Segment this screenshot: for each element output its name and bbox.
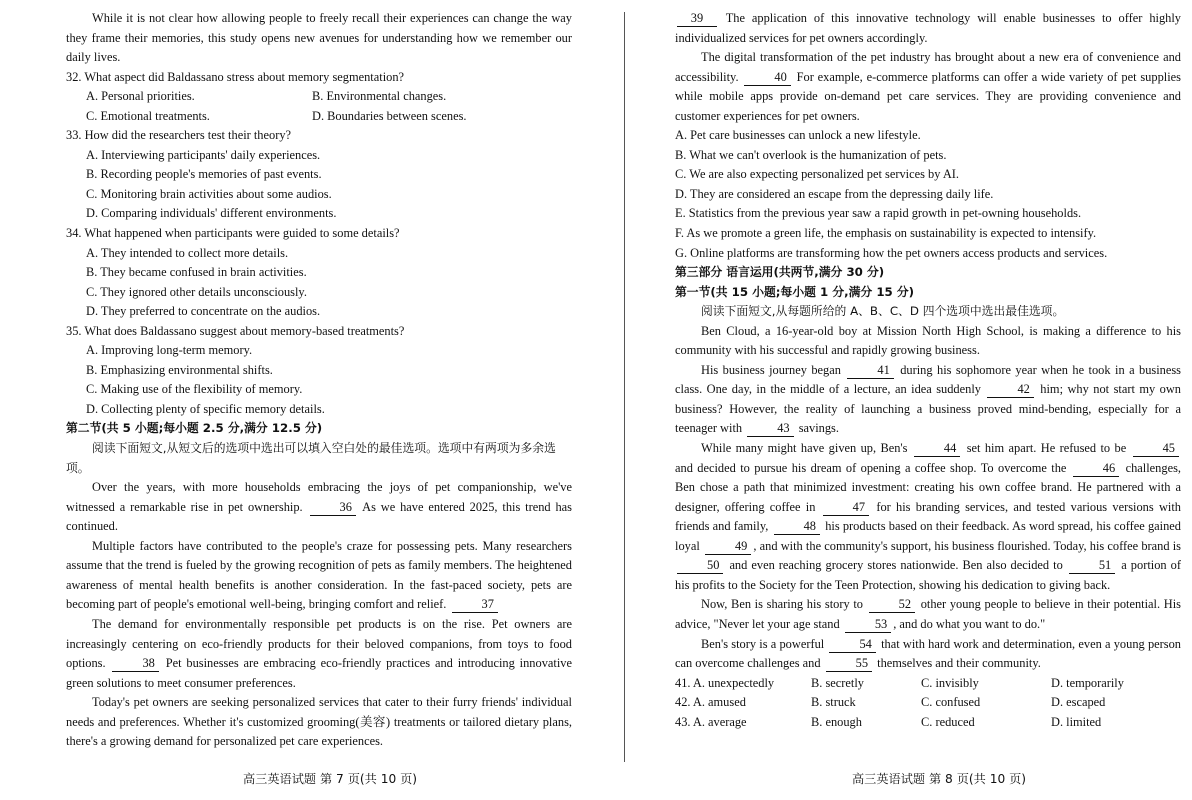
passage-text: set him apart. He refused to be <box>966 441 1127 456</box>
question-43-options <box>675 713 1181 733</box>
cloze-paragraph-1: Ben Cloud, a 16-year-old boy at Mission North High School, is making a difference to his community with his successful and rapidly growing business. <box>675 323 1181 358</box>
section-1-heading: 第一节(共 15 小题;每小题 1 分,满分 15 分) <box>675 284 915 299</box>
question-34-stem: 34. What happened when participants were guided to some details? <box>66 226 400 241</box>
blank-54: 54 <box>829 637 875 653</box>
seven-choose-five-option-a: A. Pet care businesses can unlock a new lifestyle. <box>675 128 921 143</box>
passage-text: His business journey began <box>701 362 841 377</box>
passage-text: Now, Ben is sharing his story to <box>701 597 863 612</box>
passage-paragraph-2 <box>66 537 572 615</box>
option-35-d: D. Collecting plenty of specific memory details. <box>86 401 325 416</box>
blank-46: 46 <box>1073 461 1119 477</box>
passage-text: him; why not start my own business? However, the reality of launching a business proved mind-bending, especially for a teenager with <box>675 382 1181 436</box>
option-32-b: B. Environmental changes. <box>312 89 447 104</box>
option-32-d: D. Boundaries between scenes. <box>312 108 467 123</box>
blank-45: 45 <box>1133 441 1179 457</box>
passage-text: his products based on their feedback. As word spread, his coffee gained loyal <box>675 519 1181 553</box>
blank-47: 47 <box>823 500 869 516</box>
option-42-c: C. confused <box>921 695 981 710</box>
passage-text: For example, e-commerce platforms can offer a wide variety of pet supplies while mobile apps provide on-demand pet care services. They are providing convenience and customer experiences for pet owners. <box>675 69 1181 123</box>
cloze-paragraph-3 <box>675 439 1181 595</box>
blank-53: 53 <box>845 617 891 633</box>
blank-39: 39 <box>677 11 717 27</box>
option-34-d: D. They preferred to concentrate on the audios. <box>86 304 321 319</box>
blank-52: 52 <box>869 597 915 613</box>
option-33-b: B. Recording people's memories of past events. <box>86 167 322 182</box>
passage-text: Over the years, with more households embracing the joys of pet companionship, we've witnessed a remarkable rise in pet ownership. <box>66 480 572 514</box>
part-3-heading: 第三部分 语言运用(共两节,满分 30 分) <box>675 265 885 280</box>
option-32-c: C. Emotional treatments. <box>86 108 210 123</box>
section-2-instruction: 阅读下面短文,从短文后的选项中选出可以填入空白处的最佳选项。选项中有两项为多余选项。 <box>66 441 556 475</box>
section-2-heading: 第二节(共 5 小题;每小题 2.5 分,满分 12.5 分) <box>66 421 323 436</box>
option-34-c: C. They ignored other details unconsciously. <box>86 284 307 299</box>
passage-paragraph-6 <box>675 48 1181 126</box>
blank-50: 50 <box>677 558 723 574</box>
question-32-stem: 32. What aspect did Baldassano stress about memory segmentation? <box>66 69 405 84</box>
passage-paragraph-5 <box>675 9 1181 48</box>
option-42-b: B. struck <box>811 695 856 710</box>
passage-text: savings. <box>798 421 839 436</box>
option-34-b: B. They became confused in brain activities. <box>86 265 307 280</box>
option-35-a: A. Improving long-term memory. <box>86 343 253 358</box>
option-41-a: 41. A. unexpectedly <box>675 675 775 690</box>
option-43-b: B. enough <box>811 714 862 729</box>
passage-text: during his sophomore year when he took in a business class. One day, in the middle of a lecture, an idea suddenly <box>675 362 1181 397</box>
blank-43: 43 <box>747 421 793 437</box>
option-43-d: D. limited <box>1051 714 1102 729</box>
passage-text: The digital transformation of the pet industry has brought about a new era of convenience and accessibility. <box>675 50 1181 84</box>
section-1-instruction: 阅读下面短文,从每题所给的 A、B、C、D 四个选项中选出最佳选项。 <box>701 304 1065 319</box>
column-divider <box>624 12 625 762</box>
question-33-stem: 33. How did the researchers test their theory? <box>66 128 292 143</box>
seven-choose-five-option-b: B. What we can't overlook is the humanization of pets. <box>675 147 947 162</box>
option-41-b: B. secretly <box>811 675 864 690</box>
blank-44: 44 <box>914 441 960 457</box>
option-32-a: A. Personal priorities. <box>86 89 195 104</box>
passage-text: Multiple factors have contributed to the people's craze for possessing pets. Many researchers assume that the trend is fueled by the growing recognition of pets as family members. The heightened awareness of mental health benefits is another consideration. In the fast-paced society, pets are becoming part of people's emotional well-being, bringing comfort and relief. <box>66 538 572 612</box>
seven-choose-five-option-d: D. They are considered an escape from the depressing daily life. <box>675 186 994 201</box>
question-35-stem: 35. What does Baldassano suggest about memory-based treatments? <box>66 323 405 338</box>
option-41-d: D. temporarily <box>1051 675 1124 690</box>
passage-text: challenges, Ben chose a path that minimized investment: creating his own coffee brand. He partnered with a designer, offering coffee in <box>675 460 1181 514</box>
option-43-a: 43. A. average <box>675 714 747 729</box>
blank-48: 48 <box>774 519 820 535</box>
option-33-d: D. Comparing individuals' different environments. <box>86 206 337 221</box>
option-42-d: D. escaped <box>1051 695 1106 710</box>
seven-choose-five-option-g: G. Online platforms are transforming how the pet owners access products and services. <box>675 245 1108 260</box>
passage-text: While many might have given up, Ben's <box>701 441 908 456</box>
passage-text: and decided to pursue his dream of opening a coffee shop. To overcome the <box>675 460 1067 475</box>
cloze-paragraph-2 <box>675 361 1181 439</box>
passage-text: , and do what you want to do." <box>893 616 1046 631</box>
passage-text: Ben's story is a powerful <box>701 636 825 651</box>
passage-text: , and with the community's support, his business flourished. Today, his coffee brand is <box>753 538 1181 553</box>
passage-text: The application of this innovative technology will enable businesses to offer highly individualized services for pet owners accordingly. <box>675 11 1181 45</box>
passage-text: and even reaching grocery stores nationwide. Ben also decided to <box>729 558 1063 573</box>
blank-51: 51 <box>1069 558 1115 574</box>
seven-choose-five-option-e: E. Statistics from the previous year saw a rapid growth in pet-owning households. <box>675 206 1082 221</box>
question-32-options-row1 <box>66 87 572 107</box>
passage-text: The demand for environmentally responsible pet products is on the rise. Pet owners are increasingly centering on eco-friendly products for their beloved companions, from toys to food options. <box>66 616 572 671</box>
blank-55: 55 <box>826 656 872 672</box>
passage-paragraph-4: Today's pet owners are seeking personalized services that cater to their furry friends' individual needs and preferences. Whether it's customized grooming(美容) treatments or tailored dietary plans, there's a growing demand for personalized pet care experiences. <box>66 695 572 749</box>
blank-49: 49 <box>705 539 751 555</box>
option-43-c: C. reduced <box>921 714 975 729</box>
question-42-options <box>675 693 1181 713</box>
blank-38: 38 <box>112 656 158 672</box>
option-35-c: C. Making use of the flexibility of memory. <box>86 382 303 397</box>
passage-text: that with hard work and determination, even a young person can overcome challenges and <box>675 636 1181 671</box>
passage-text: for his branding services, and tested various versions with friends and family, <box>675 499 1181 534</box>
question-41-options <box>675 674 1181 694</box>
intro-paragraph: While it is not clear how allowing people to freely recall their experiences can change the way they frame their memories, this study opens new avenues for understanding how we remember our daily lives. <box>66 11 572 65</box>
passage-text: Pet businesses are embracing eco-friendly practices and introducing innovative green solutions to meet consumer preferences. <box>66 656 572 690</box>
option-33-c: C. Monitoring brain activities about some audios. <box>86 186 332 201</box>
option-34-a: A. They intended to collect more details. <box>86 245 289 260</box>
passage-text: a portion of his profits to the Society for the Teen Protection, showing his dedication to giving back. <box>675 558 1181 592</box>
page-footer-right: 高三英语试题 第 8 页(共 10 页) <box>852 772 1027 786</box>
blank-37: 37 <box>452 597 498 613</box>
option-41-c: C. invisibly <box>921 675 979 690</box>
seven-choose-five-option-c: C. We are also expecting personalized pet services by AI. <box>675 167 960 182</box>
question-32-options-row2 <box>66 107 572 127</box>
seven-choose-five-option-f: F. As we promote a green life, the emphasis on sustainability is expected to intensify. <box>675 226 1097 241</box>
blank-36: 36 <box>310 500 356 516</box>
passage-paragraph-1 <box>66 478 572 537</box>
cloze-paragraph-5 <box>675 635 1181 674</box>
option-35-b: B. Emphasizing environmental shifts. <box>86 362 273 377</box>
option-42-a: 42. A. amused <box>675 695 746 710</box>
passage-text: other young people to believe in their potential. His advice, "Never let your age stand <box>675 597 1181 631</box>
passage-text: As we have entered 2025, this trend has continued. <box>66 499 572 534</box>
page-footer-left: 高三英语试题 第 7 页(共 10 页) <box>243 772 418 786</box>
passage-text: themselves and their community. <box>877 656 1041 671</box>
blank-40: 40 <box>744 70 790 86</box>
left-column <box>66 9 572 752</box>
option-33-a: A. Interviewing participants' daily experiences. <box>86 147 321 162</box>
blank-41: 41 <box>847 363 893 379</box>
blank-42: 42 <box>987 382 1033 398</box>
cloze-paragraph-4 <box>675 595 1181 634</box>
passage-paragraph-3 <box>66 615 572 693</box>
right-column <box>675 9 1181 732</box>
